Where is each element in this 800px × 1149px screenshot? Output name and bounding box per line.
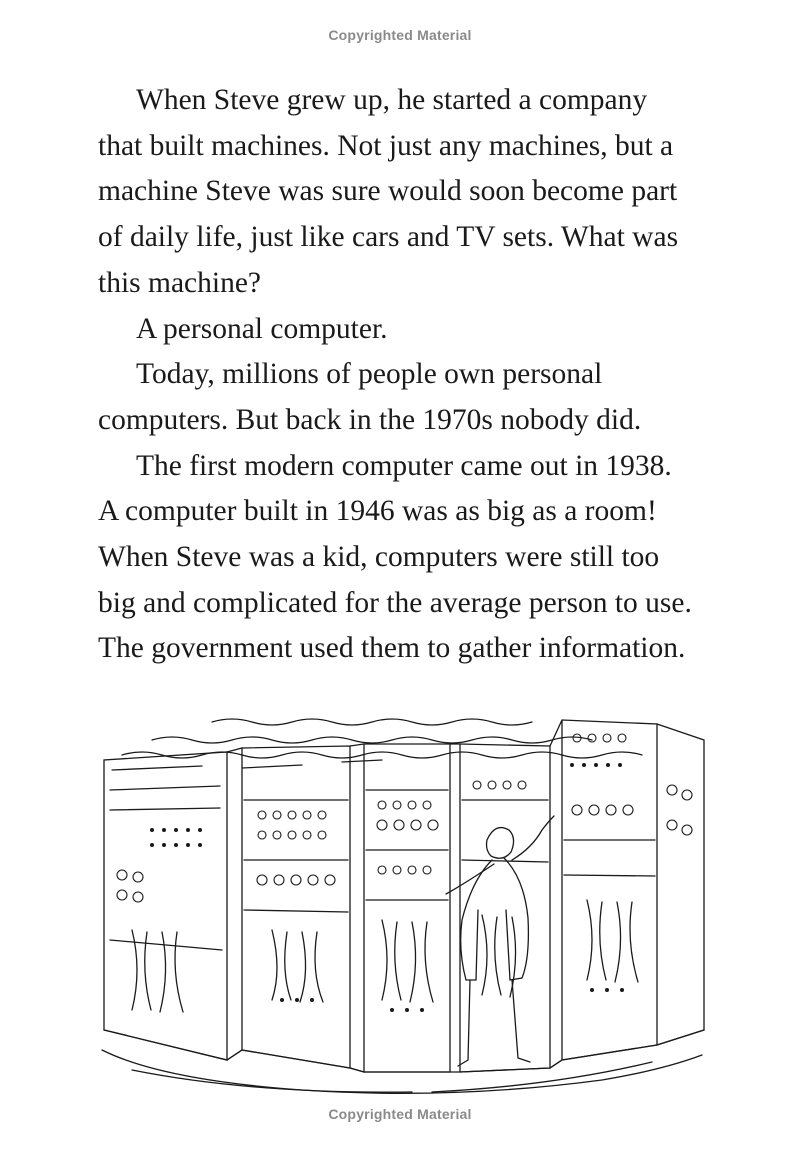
body-text	[98, 78, 738, 672]
paragraph-3	[98, 352, 738, 443]
text-line: this machine?	[98, 266, 262, 299]
paragraph-4	[98, 444, 738, 673]
text-line: that built machines. Not just any machines, but a	[98, 129, 674, 162]
text-line: The government used them to gather information.	[98, 632, 686, 665]
text-line: When Steve grew up, he started a company	[136, 84, 648, 116]
paragraph-2	[98, 307, 738, 353]
text-line: The first modern computer came out in 1938.	[136, 449, 672, 482]
copyright-watermark-top: Copyrighted Material	[328, 27, 472, 43]
text-line: A computer built in 1946 was as big as a room!	[98, 495, 657, 528]
text-line: Today, millions of people own personal	[136, 358, 603, 391]
text-line: machine Steve was sure would soon become part	[98, 175, 678, 208]
text-line: A personal computer.	[136, 312, 388, 345]
text-line: computers. But back in the 1970s nobody did.	[98, 403, 642, 436]
computer-room-illustration	[92, 700, 718, 1102]
text-line: of daily life, just like cars and TV sets. What was	[98, 221, 679, 254]
text-line: big and complicated for the average person to use.	[98, 586, 692, 619]
text-line: When Steve was a kid, computers were still too	[98, 541, 660, 574]
paragraph-1	[98, 78, 738, 307]
copyright-watermark-bottom: Copyrighted Material	[328, 1106, 472, 1122]
